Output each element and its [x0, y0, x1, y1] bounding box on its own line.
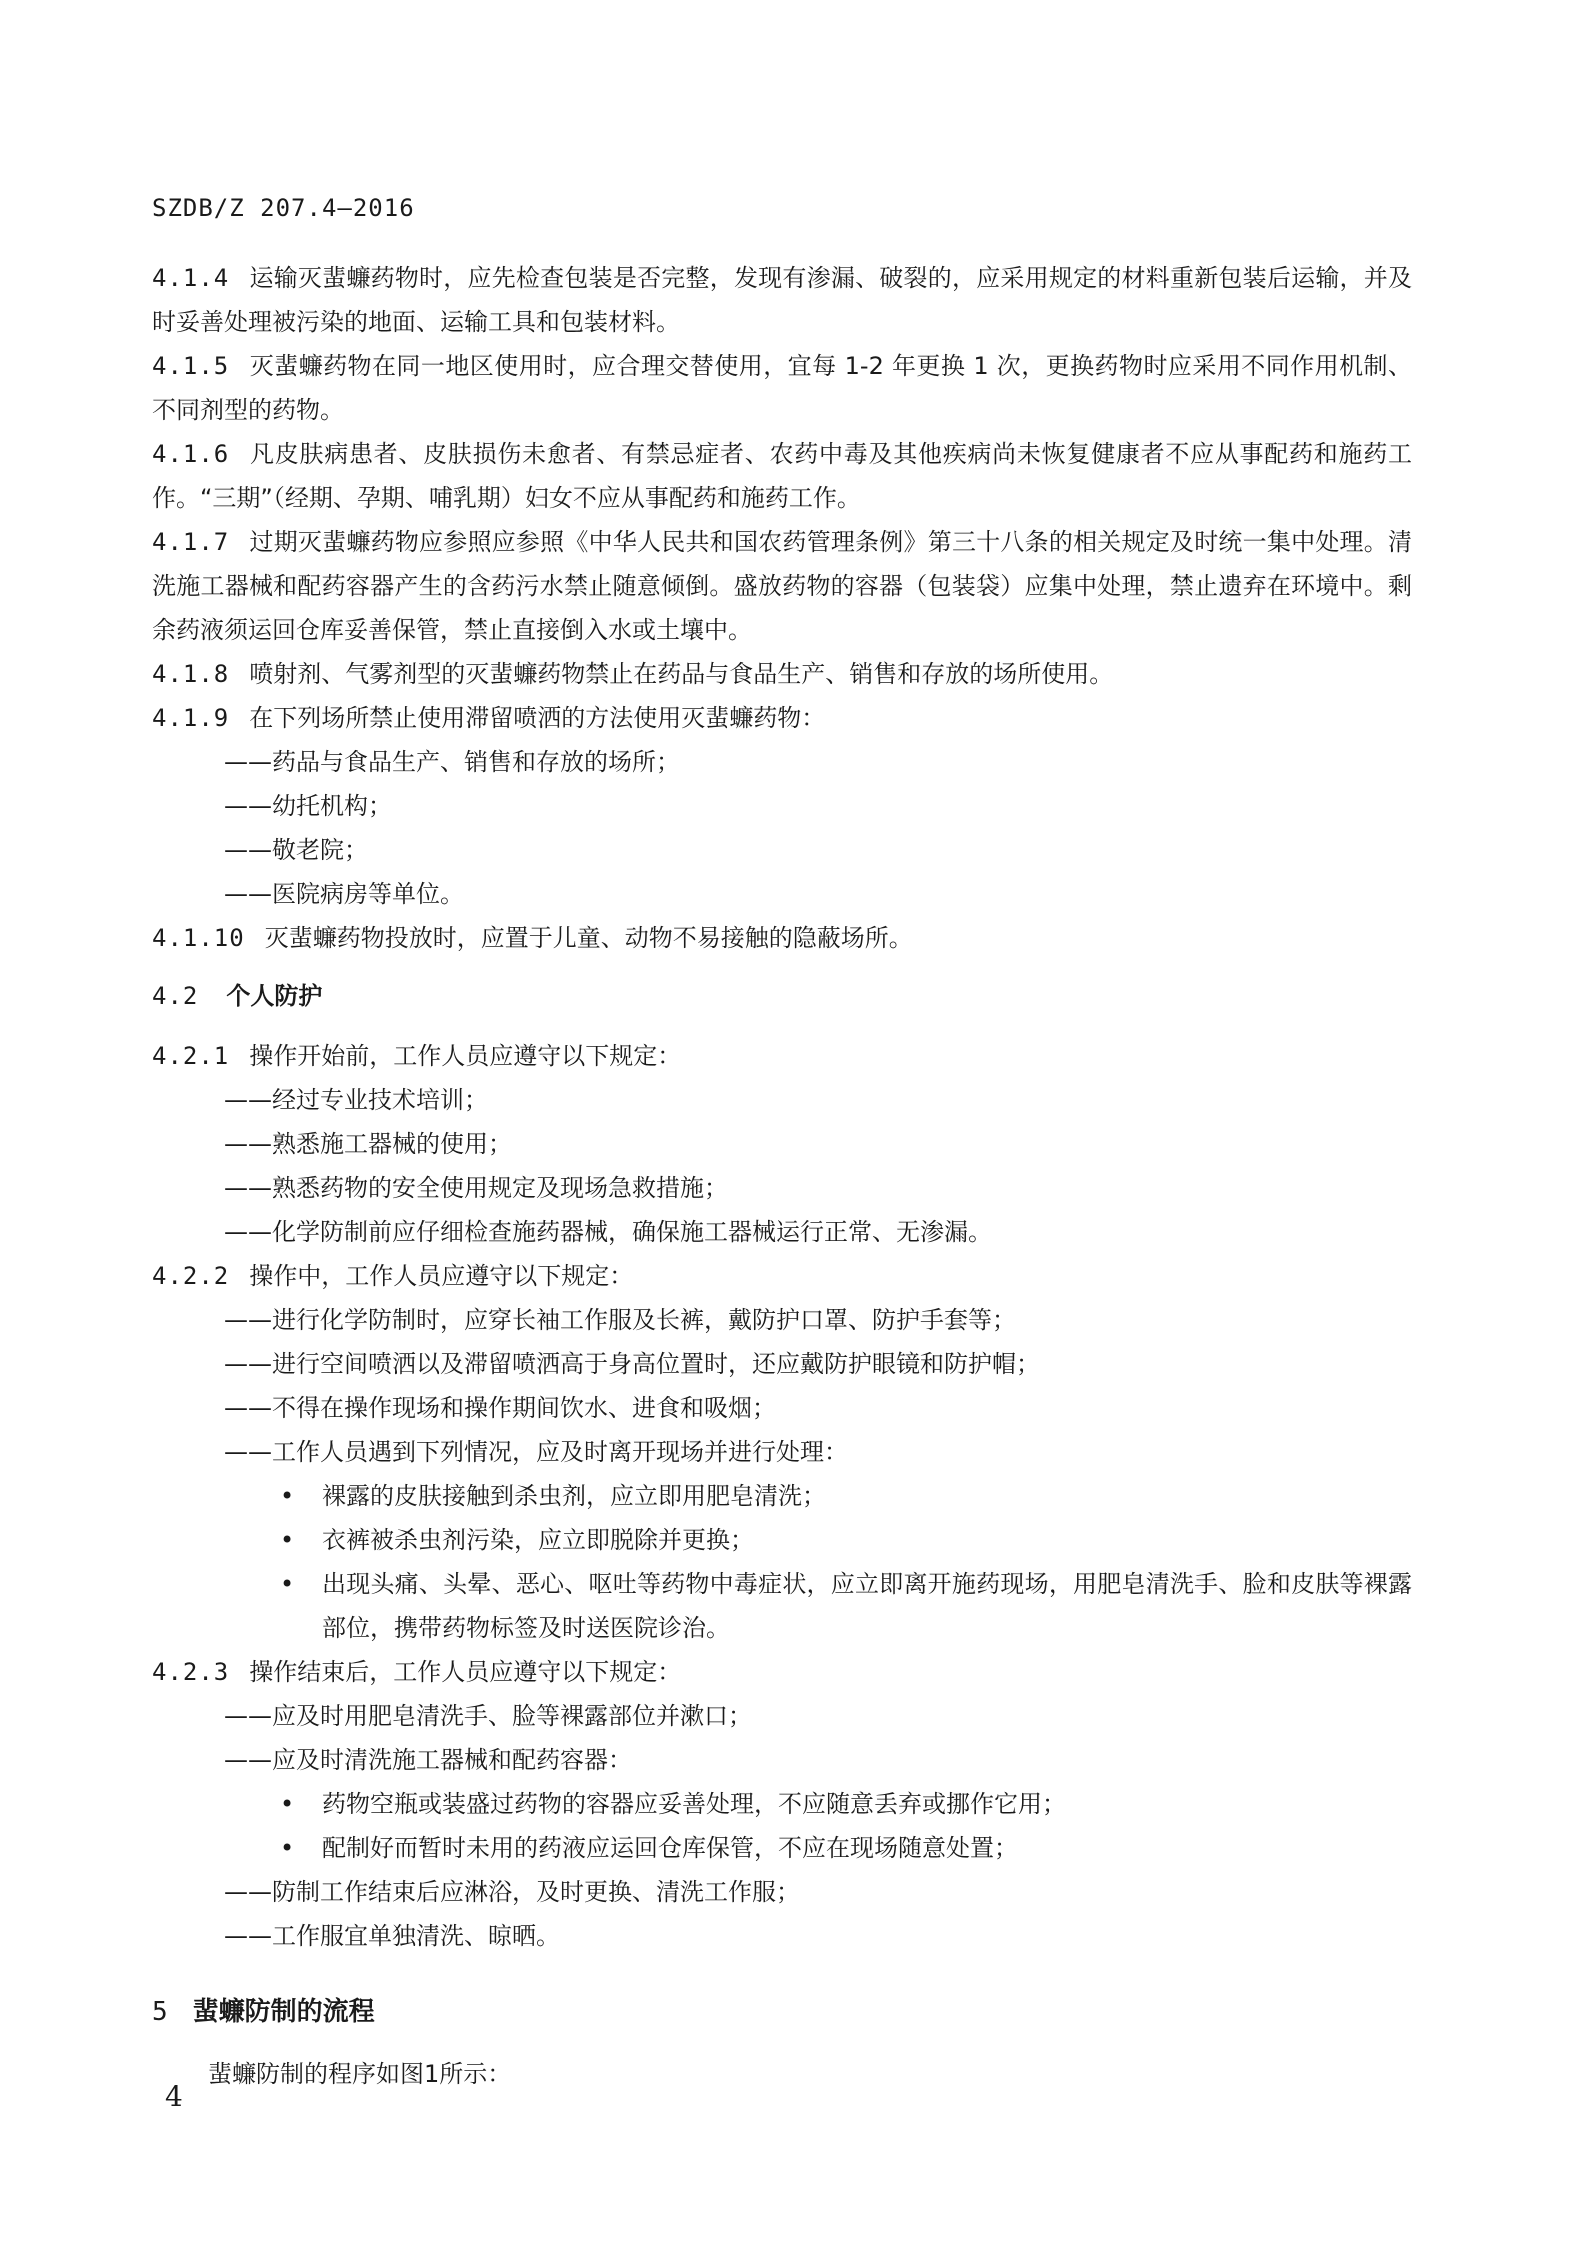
clause-number: 4.1.5	[152, 352, 230, 380]
clause-text: 灭蜚蠊药物投放时，应置于儿童、动物不易接触的隐蔽场所。	[264, 924, 913, 952]
dash-item: ——敬老院；	[224, 836, 368, 864]
clause-text: 操作开始前，工作人员应遵守以下规定：	[249, 1042, 682, 1070]
bullet-dot-icon: •	[280, 1482, 295, 1510]
chapter-title: 蜚蠊防制的流程	[192, 1997, 375, 2027]
clause-text: 喷射剂、气雾剂型的灭蜚蠊药物禁止在药品与食品生产、销售和存放的场所使用。	[249, 660, 1114, 688]
dash-item: ——医院病房等单位。	[224, 880, 464, 908]
clause-4-1-10	[152, 916, 1412, 960]
clause-4-1-5	[152, 344, 1412, 432]
page-number: 4	[165, 2080, 183, 2113]
dash-item: ——工作服宜单独清洗、晾晒。	[224, 1922, 560, 1950]
section-heading-4-2	[152, 974, 1412, 1018]
clause-text: 运输灭蜚蠊药物时，应先检查包装是否完整，发现有渗漏、破裂的，应采用规定的材料重新包装后运输，并及时妥善处理被污染的地面、运输工具和包装材料。	[152, 264, 1412, 336]
clause-text: 过期灭蜚蠊药物应参照应参照《中华人民共和国农药管理条例》第三十八条的相关规定及时统一集中处理。清洗施工器械和配药容器产生的含药污水禁止随意倾倒。盛放药物的容器（包装袋）应集中处理，禁止遗弃在环境中。剩余药液须运回仓库妥善保管，禁止直接倒入水或土壤中。	[152, 528, 1412, 644]
clause-text: 在下列场所禁止使用滞留喷洒的方法使用灭蜚蠊药物：	[249, 704, 826, 732]
clause-text: 灭蜚蠊药物在同一地区使用时，应合理交替使用，宜每 1-2 年更换 1 次，更换药物时应采用不同作用机制、不同剂型的药物。	[152, 352, 1412, 424]
clause-number: 4.1.9	[152, 704, 230, 732]
clause-number: 4.1.6	[152, 440, 230, 468]
dash-item: ——防制工作结束后应淋浴，及时更换、清洗工作服；	[224, 1878, 800, 1906]
clause-4-2-1	[152, 1034, 1412, 1078]
bullet-text: 出现头痛、头晕、恶心、呕吐等药物中毒症状，应立即离开施药现场，用肥皂清洗手、脸和皮肤等裸露部位，携带药物标签及时送医院诊治。	[322, 1570, 1412, 1642]
clause-number: 4.2.3	[152, 1658, 230, 1686]
section-number: 4.2	[152, 982, 199, 1010]
bullet-item	[152, 1562, 1412, 1650]
dash-item: ——幼托机构；	[224, 792, 392, 820]
dash-item: ——不得在操作现场和操作期间饮水、进食和吸烟；	[224, 1394, 776, 1422]
dash-item: ——进行化学防制时，应穿长袖工作服及长裤，戴防护口罩、防护手套等；	[224, 1306, 1016, 1334]
dash-item: ——工作人员遇到下列情况，应及时离开现场并进行处理：	[224, 1438, 848, 1466]
bullet-item	[152, 1518, 1412, 1562]
clause-4-2-2	[152, 1254, 1412, 1298]
clause-4-1-6	[152, 432, 1412, 520]
clause-4-1-7	[152, 520, 1412, 652]
bullet-text: 衣裤被杀虫剂污染，应立即脱除并更换；	[322, 1526, 754, 1554]
dash-item: ——应及时用肥皂清洗手、脸等裸露部位并漱口；	[224, 1702, 752, 1730]
bullet-item	[152, 1474, 1412, 1518]
dash-item: ——应及时清洗施工器械和配药容器：	[224, 1746, 632, 1774]
bullet-dot-icon: •	[280, 1570, 295, 1598]
chapter-number: 5	[152, 1997, 169, 2027]
dash-item: ——熟悉药物的安全使用规定及现场急救措施；	[224, 1174, 728, 1202]
dash-item: ——药品与食品生产、销售和存放的场所；	[224, 748, 680, 776]
bullet-dot-icon: •	[280, 1526, 295, 1554]
clause-number: 4.1.7	[152, 528, 230, 556]
clause-4-1-4	[152, 256, 1412, 344]
clause-4-2-3	[152, 1650, 1412, 1694]
document-body	[152, 256, 1412, 2096]
bullet-dot-icon: •	[280, 1834, 295, 1862]
clause-number: 4.1.10	[152, 924, 245, 952]
dash-item: ——熟悉施工器械的使用；	[224, 1130, 512, 1158]
chapter-heading-5	[152, 1990, 1412, 2034]
document-id-header: SZDB/Z 207.4—2016	[152, 194, 415, 222]
bullet-text: 配制好而暂时未用的药液应运回仓库保管，不应在现场随意处置；	[322, 1834, 1018, 1862]
bullet-text: 裸露的皮肤接触到杀虫剂，应立即用肥皂清洗；	[322, 1482, 826, 1510]
section-title: 个人防护	[226, 982, 323, 1010]
bullet-dot-icon: •	[280, 1790, 295, 1818]
clause-number: 4.1.4	[152, 264, 230, 292]
clause-number: 4.2.2	[152, 1262, 230, 1290]
bullet-item	[152, 1782, 1412, 1826]
clause-number: 4.1.8	[152, 660, 230, 688]
dash-item: ——化学防制前应仔细检查施药器械，确保施工器械运行正常、无渗漏。	[224, 1218, 992, 1246]
bullet-text: 药物空瓶或装盛过药物的容器应妥善处理，不应随意丢弃或挪作它用；	[322, 1790, 1066, 1818]
clause-text: 操作结束后，工作人员应遵守以下规定：	[249, 1658, 682, 1686]
dash-item: ——经过专业技术培训；	[224, 1086, 488, 1114]
clause-number: 4.2.1	[152, 1042, 230, 1070]
clause-4-1-9	[152, 696, 1412, 740]
clause-text: 凡皮肤病患者、皮肤损伤未愈者、有禁忌症者、农药中毒及其他疾病尚未恢复健康者不应从事配药和施药工作。“三期”（经期、孕期、哺乳期）妇女不应从事配药和施药工作。	[152, 440, 1412, 512]
bullet-item	[152, 1826, 1412, 1870]
dash-item: ——进行空间喷洒以及滞留喷洒高于身高位置时，还应戴防护眼镜和防护帽；	[224, 1350, 1040, 1378]
body-paragraph: 蜚蠊防制的程序如图1所示：	[208, 2060, 512, 2088]
clause-4-1-8	[152, 652, 1412, 696]
clause-text: 操作中，工作人员应遵守以下规定：	[249, 1262, 634, 1290]
